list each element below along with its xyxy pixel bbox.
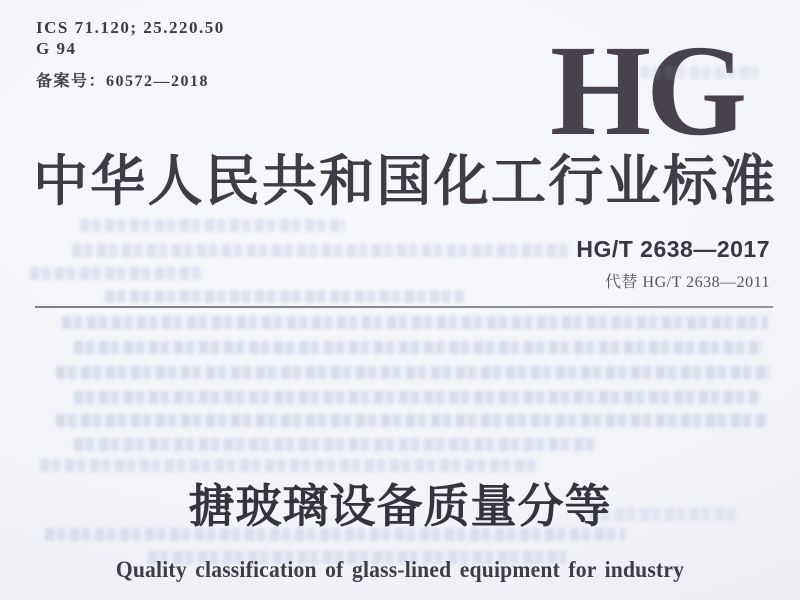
header-divider xyxy=(35,306,773,308)
bleedthrough-text-line xyxy=(30,267,205,280)
bleedthrough-text-line xyxy=(80,219,345,232)
ics-block xyxy=(36,18,225,91)
bleedthrough-text-line xyxy=(105,290,465,303)
ics-code: ICS 71.120; 25.220.50 xyxy=(36,18,225,37)
standard-category-title: 中华人民共和国化工行业标准 xyxy=(33,151,775,212)
bleedthrough-text-line xyxy=(62,316,768,329)
bleedthrough-text-line xyxy=(74,391,760,404)
bleedthrough-text-line xyxy=(72,244,572,257)
bleedthrough-text-line xyxy=(56,366,770,379)
classification-code: G 94 xyxy=(36,39,77,58)
record-number: 备案号：60572—2018 xyxy=(36,73,210,90)
standard-number: HG/T 2638—2017 xyxy=(576,236,770,262)
bleedthrough-text-line xyxy=(74,438,594,451)
bleedthrough-text-line xyxy=(56,414,768,427)
standard-number-block xyxy=(576,236,770,292)
replaced-standard: 代替 HG/T 2638—2011 xyxy=(605,274,770,291)
bleedthrough-text-line xyxy=(74,341,762,354)
hg-logo: HG xyxy=(550,19,743,163)
document-title-en: Quality classification of glass-lined equipment for industry xyxy=(115,557,685,582)
bleedthrough-text-line xyxy=(640,66,758,79)
document-title-zh: 搪玻璃设备质量分等 xyxy=(188,480,612,532)
